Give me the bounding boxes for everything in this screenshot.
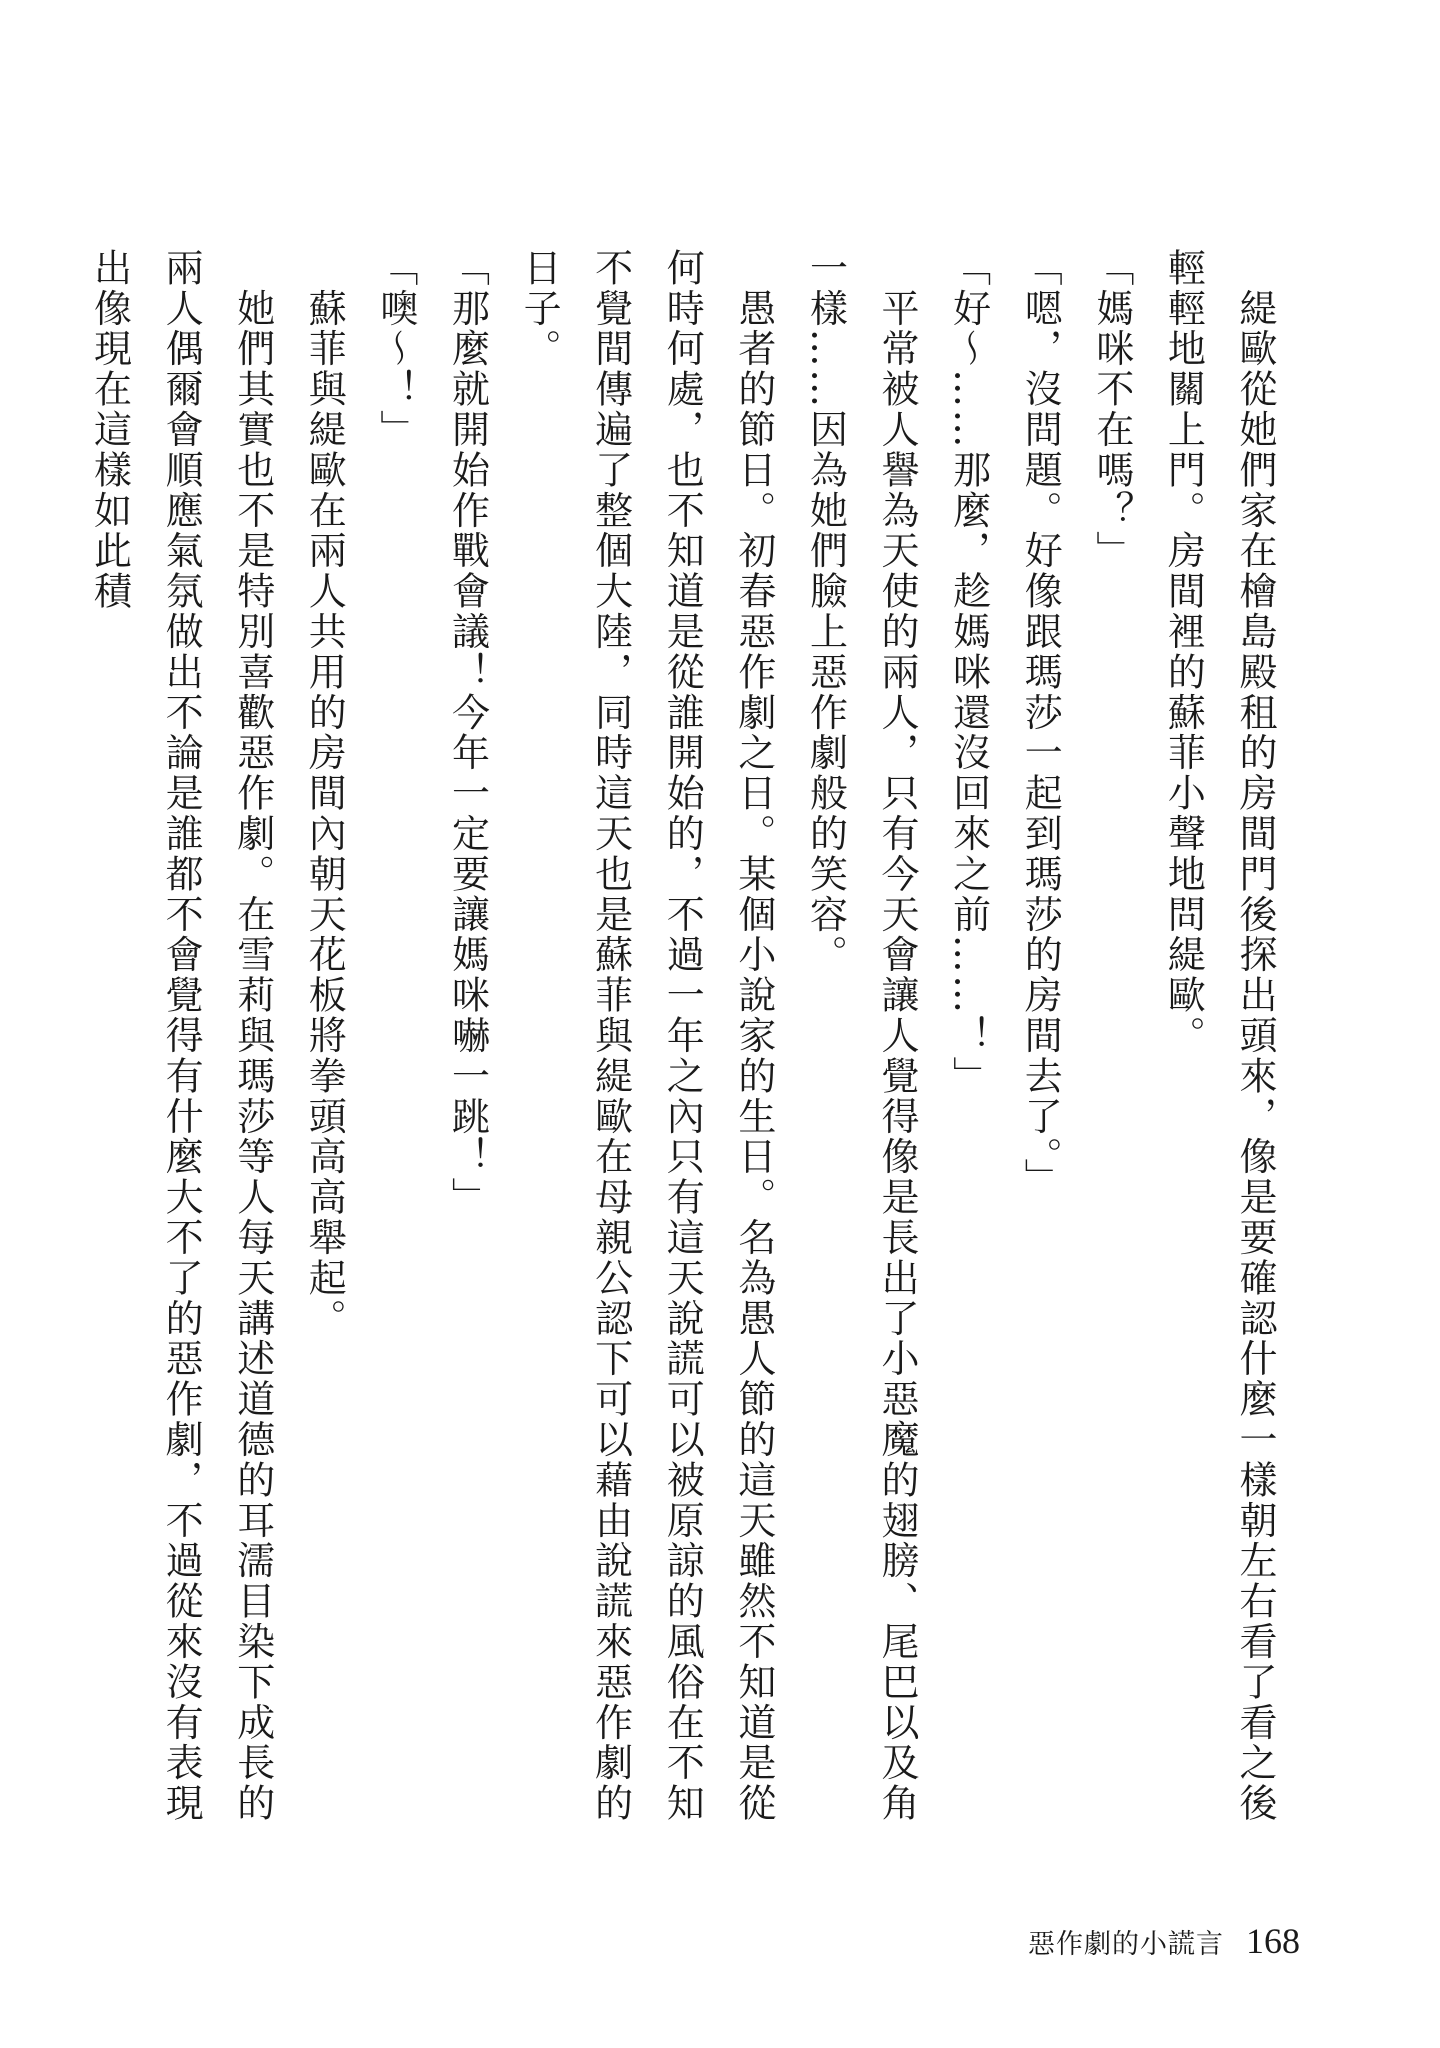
paragraph: 她們其實也不是特別喜歡惡作劇。在雪莉與瑪莎等人每天講述道德的耳濡目染下成長的兩人偶爾會順應氣氛做出不論是誰都不會覺得有什麼大不了的惡作劇，不過從來沒有表現出像現在這樣如此積 [87, 248, 275, 1824]
running-title: 惡作劇的小謊言 [1028, 1929, 1224, 1960]
paragraph: 平常被人譽為天使的兩人，只有今天會讓人覺得像是長出了小惡魔的翅膀、尾巴以及角一樣……因為她們臉上惡作劇般的笑容。 [803, 248, 920, 1824]
paragraph: 愚者的節日。初春惡作劇之日。某個小說家的生日。名為愚人節的這天雖然不知道是從何時何處，也不知道是從誰開始的，不過一年之內只有這天說謊可以被原諒的風俗在不知不覺間傳遍了整個大陸，同時這天也是蘇菲與緹歐在母親公認下可以藉由說謊來惡作劇的日子。 [517, 248, 776, 1824]
paragraph: 「那麼就開始作戰會議！今年一定要讓媽咪嚇一跳！」 [445, 248, 490, 1218]
page-footer [1028, 1920, 1300, 1962]
paragraph: 「噢～！」 [373, 248, 418, 450]
paragraph: 「媽咪不在嗎？」 [1089, 248, 1134, 572]
paragraph: 蘇菲與緹歐在兩人共用的房間內朝天花板將拳頭高高舉起。 [302, 248, 347, 1339]
paragraph: 「好～……那麼，趁媽咪還沒回來之前……！」 [946, 248, 991, 1097]
page-number: 168 [1246, 1921, 1300, 1961]
vertical-text-body [87, 248, 1290, 1828]
paragraph: 緹歐從她們家在檜島殿租的房間門後探出頭來，像是要確認什麼一樣朝左右看了看之後輕輕地關上門。房間裡的蘇菲小聲地問緹歐。 [1161, 248, 1277, 1824]
paragraph: 「嗯，沒問題。好像跟瑪莎一起到瑪莎的房間去了。」 [1018, 248, 1063, 1199]
